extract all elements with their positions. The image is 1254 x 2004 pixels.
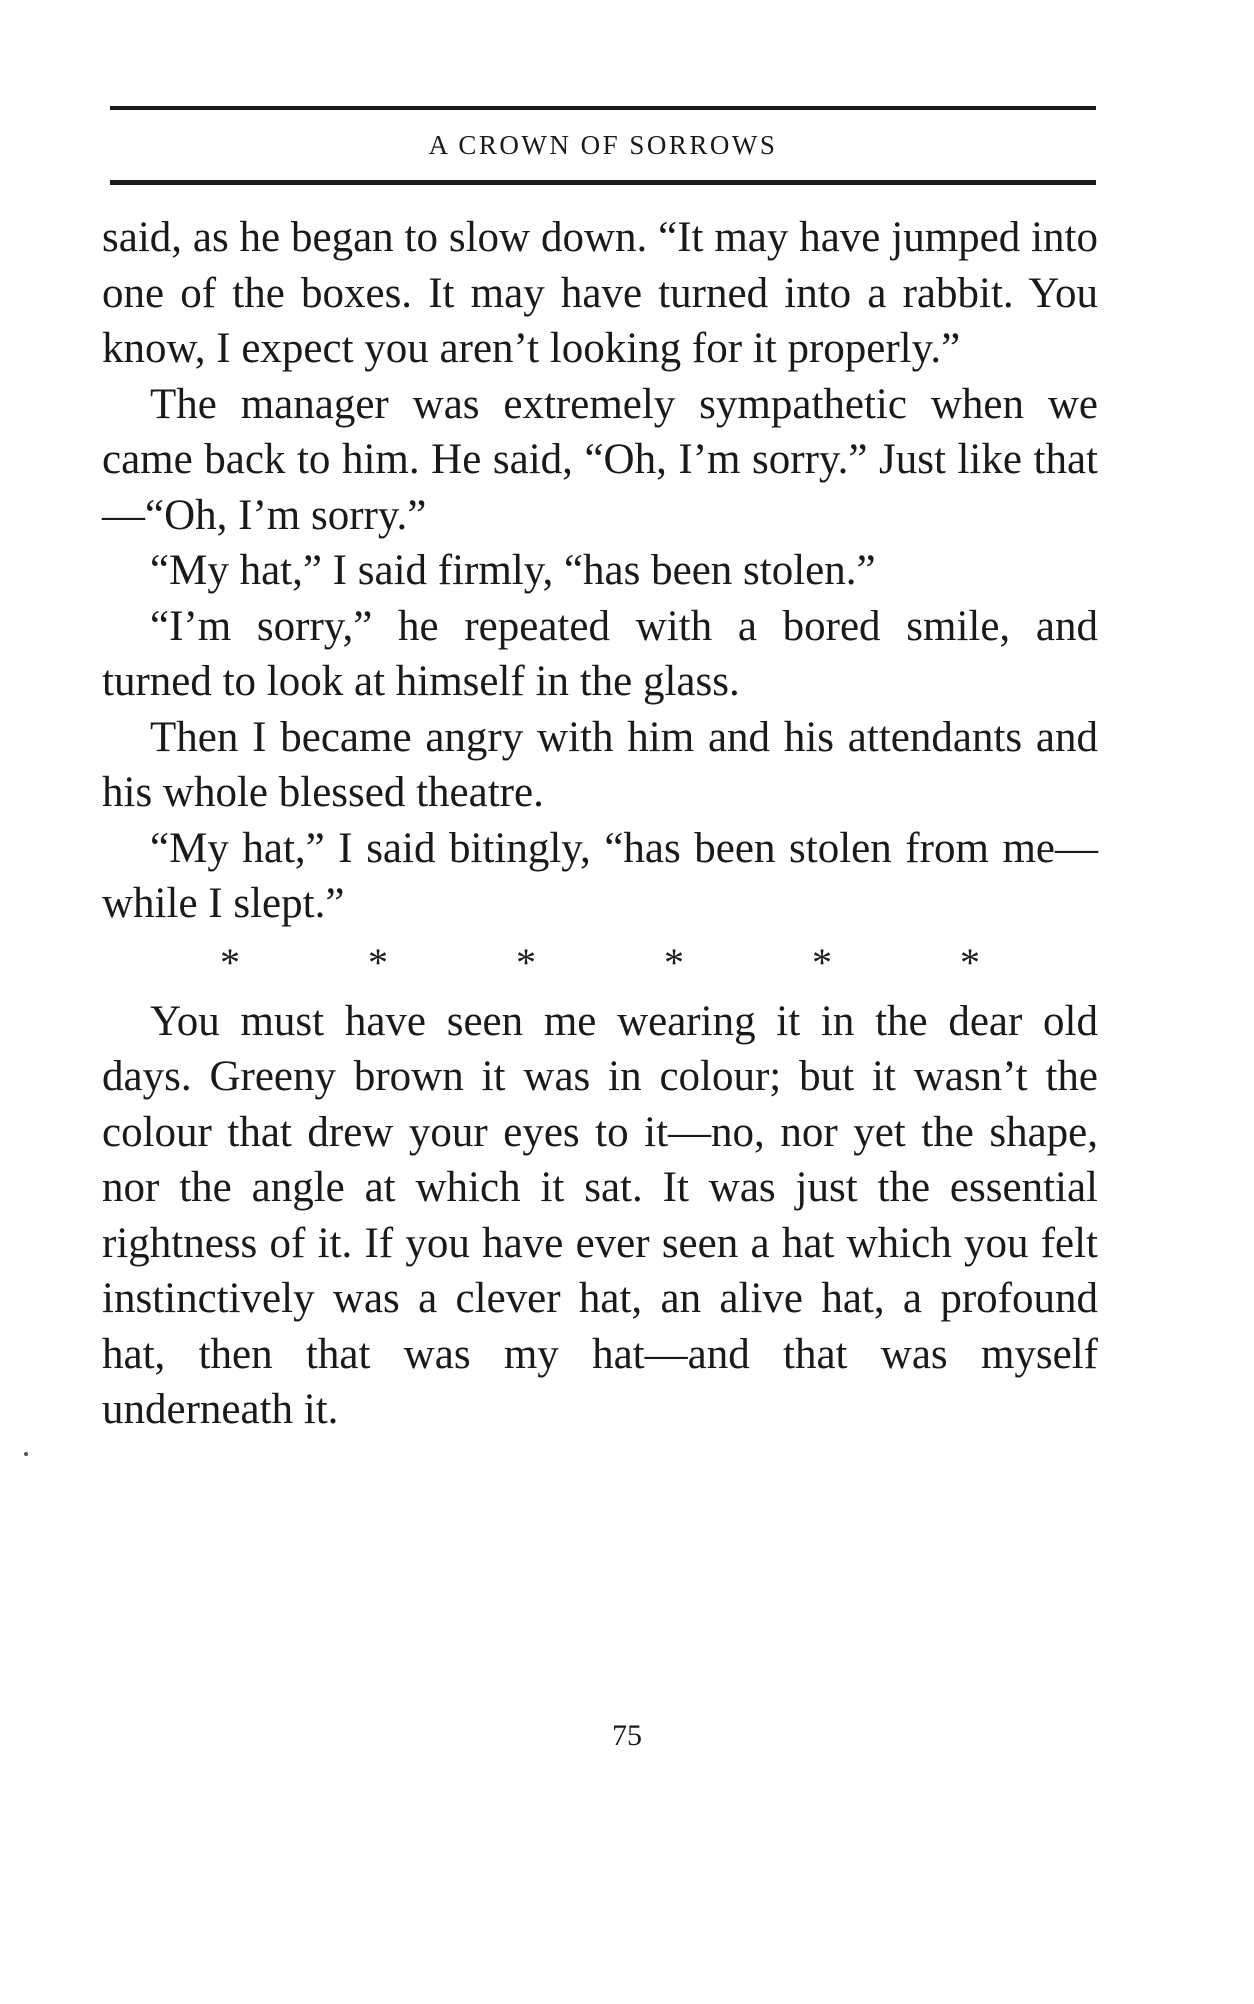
section-break-star: * (220, 939, 240, 985)
paragraph-continued: said, as he began to slow down. “It may have jumped into one of the boxes. It may have turned into a rabbit. You know, I expect you aren’t looking for it properly.” (102, 214, 1098, 372)
section-break (102, 938, 1098, 988)
running-head: A CROWN OF SORROWS (428, 130, 778, 160)
section-break-star: * (960, 939, 980, 985)
body-text (102, 210, 1098, 1438)
paragraph: “I’m sorry,” he repeated with a bored smile, and turned to look at himself in the glass. (102, 602, 1098, 705)
header-rule-top (110, 106, 1096, 110)
paragraph: The manager was extremely sympathetic when we came back to him. He said, “Oh, I’m sorry.” Just like that—“Oh, I’m sorry.” (102, 380, 1098, 539)
page-number: 75 (612, 1719, 642, 1752)
section-break-star: * (368, 939, 388, 985)
header-rule-bottom (110, 180, 1096, 185)
paragraph: Then I became angry with him and his attendants and his whole blessed theatre. (102, 713, 1098, 816)
paragraph: “My hat,” I said firmly, “has been stolen.” (150, 547, 876, 594)
section-break-star: * (664, 939, 684, 985)
paragraph: You must have seen me wearing it in the dear old days. Greeny brown it was in colour; but it wasn’t the colour that drew your eyes to it—no, nor yet the shape, nor the angle at which it sat. It was just the essential rightness of it. If you have ever seen a hat which you felt instinctively was a clever hat, an alive hat, a profound hat, then that was my hat—and that was myself underneath it. (102, 997, 1098, 1433)
scan-speck (24, 1452, 28, 1456)
paragraph: “My hat,” I said bitingly, “has been stolen from me—while I slept.” (102, 824, 1098, 927)
section-break-star: * (812, 939, 832, 985)
section-break-star: * (516, 939, 536, 985)
